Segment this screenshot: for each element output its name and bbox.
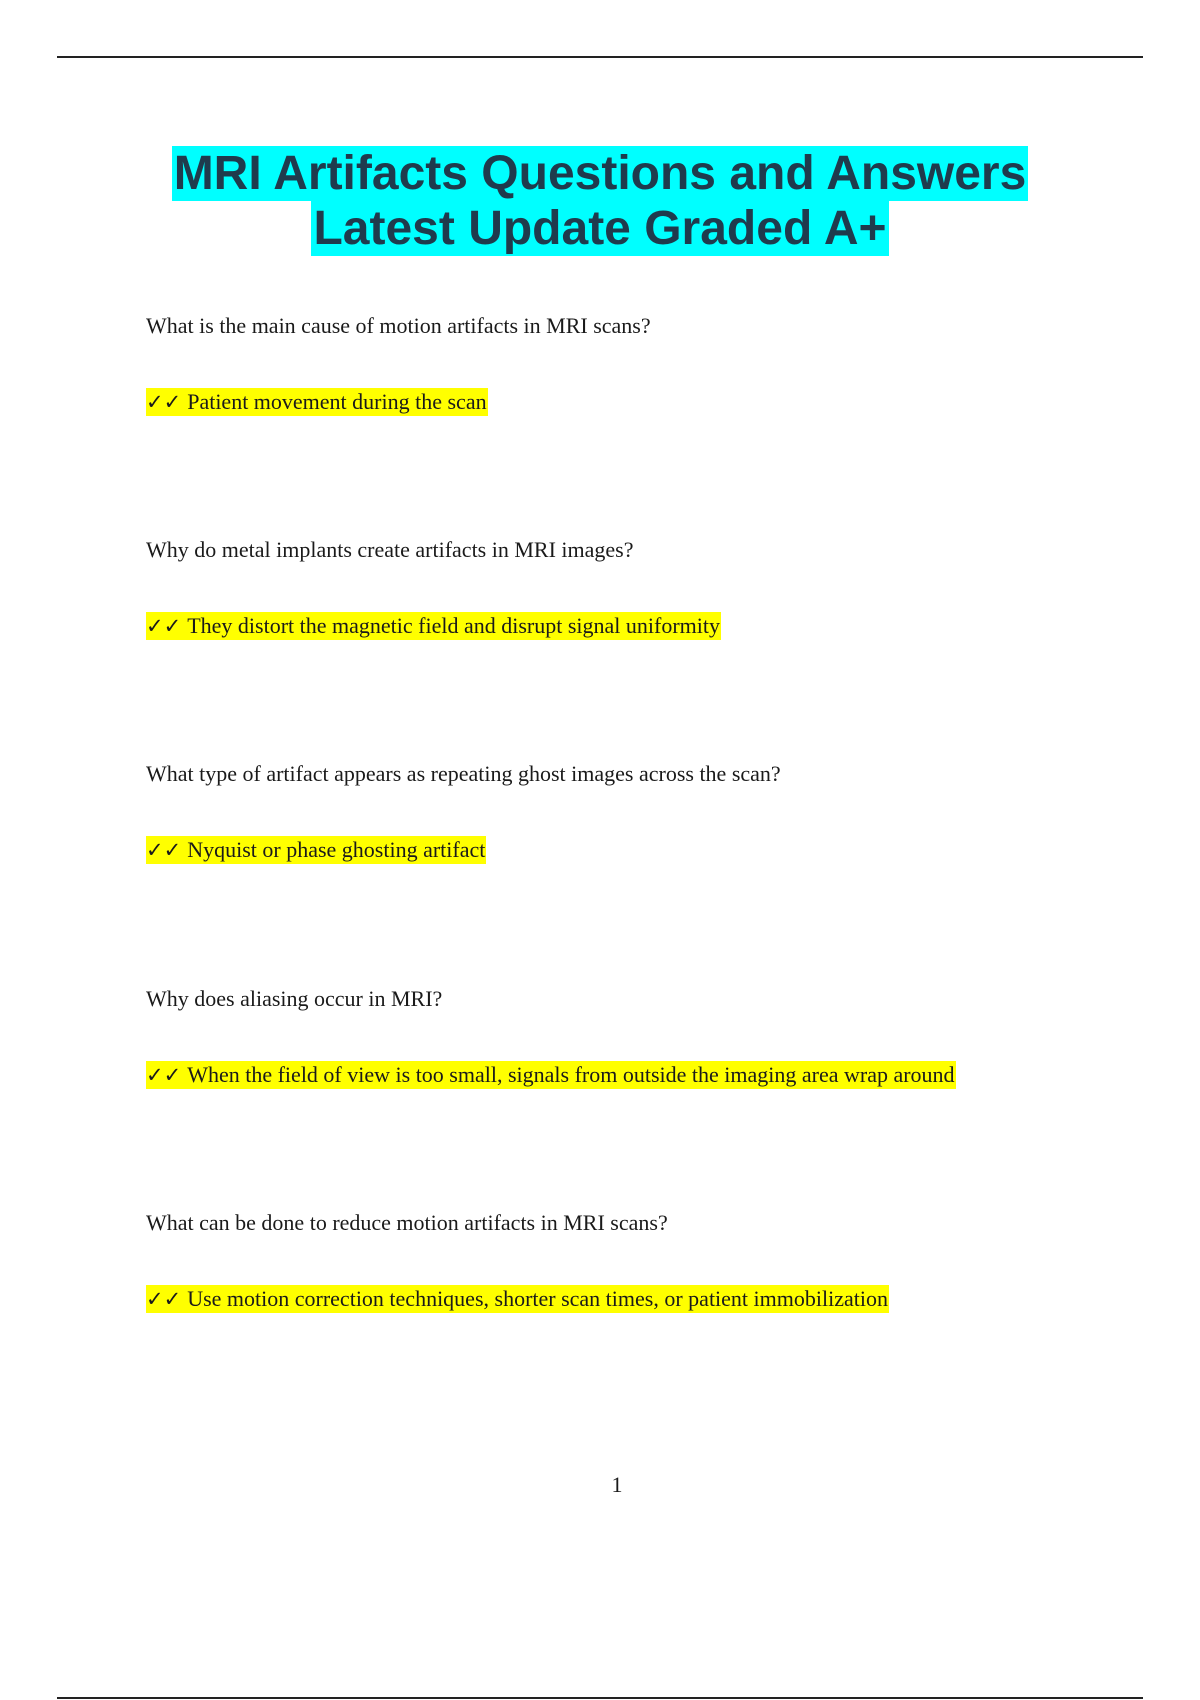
title-line-2: Latest Update Graded A+: [313, 202, 887, 255]
checkmark-icon: ✓✓: [146, 614, 182, 638]
answer-highlight: [146, 836, 486, 864]
document-title: [0, 146, 1200, 256]
qa-item-2: [146, 536, 1106, 640]
answer-highlight: [146, 1061, 956, 1089]
question-5: What can be done to reduce motion artifacts in MRI scans?: [146, 1210, 668, 1235]
answer-4: [146, 1061, 1106, 1089]
answer-highlight: [146, 612, 721, 640]
checkmark-icon: ✓✓: [146, 1287, 182, 1311]
answer-text: Nyquist or phase ghosting artifact: [187, 837, 486, 862]
answer-highlight: [146, 388, 488, 416]
title-line-1: MRI Artifacts Questions and Answers: [173, 147, 1027, 200]
answer-text: When the field of view is too small, signals from outside the imaging area wrap around: [187, 1062, 955, 1087]
answer-2: [146, 612, 1106, 640]
answer-text: Patient movement during the scan: [187, 389, 487, 414]
question-2: Why do metal implants create artifacts in MRI images?: [146, 537, 634, 562]
top-rule: [57, 56, 1143, 58]
question-3: What type of artifact appears as repeating ghost images across the scan?: [146, 761, 781, 786]
answer-text: They distort the magnetic field and disrupt signal uniformity: [187, 613, 720, 638]
checkmark-icon: ✓✓: [146, 390, 182, 414]
answer-3: [146, 836, 1106, 864]
answer-highlight: [146, 1285, 889, 1313]
qa-item-3: [146, 760, 1106, 864]
qa-item-4: [146, 985, 1106, 1089]
checkmark-icon: ✓✓: [146, 838, 182, 862]
answer-5: [146, 1285, 1106, 1313]
answer-text: Use motion correction techniques, shorter scan times, or patient immobilization: [187, 1286, 888, 1311]
bottom-rule: [57, 1697, 1143, 1699]
qa-item-1: [146, 312, 1106, 416]
question-4: Why does aliasing occur in MRI?: [146, 986, 443, 1011]
answer-1: [146, 388, 1106, 416]
qa-item-5: [146, 1209, 1106, 1313]
page-number: 1: [611, 1472, 623, 1497]
checkmark-icon: ✓✓: [146, 1063, 182, 1087]
question-1: What is the main cause of motion artifacts in MRI scans?: [146, 313, 651, 338]
